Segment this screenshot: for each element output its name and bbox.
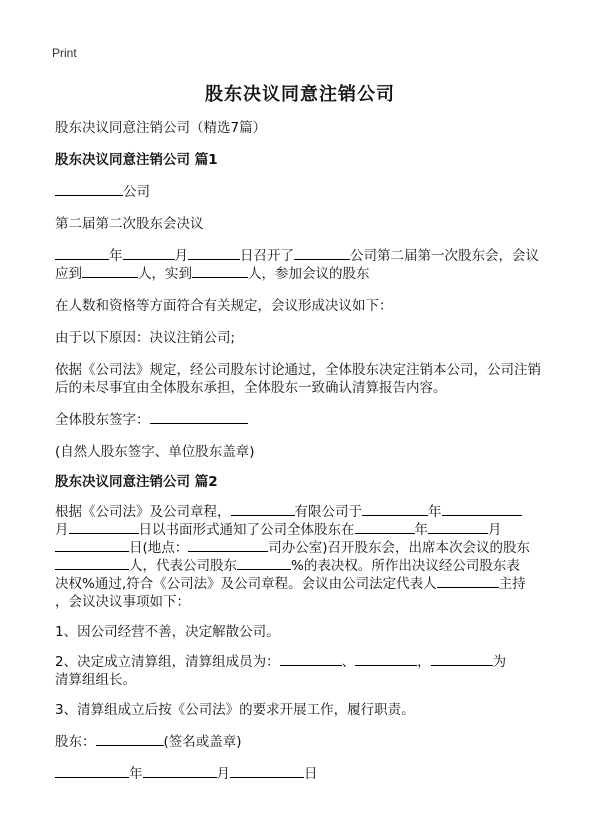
subtitle: 股东决议同意注销公司（精选7篇） <box>55 120 267 136</box>
s2-line-3: 日(地点： 司办公室)召开股东会，出席本次会议的股东 <box>55 536 555 560</box>
company-line: 公司 <box>55 180 555 204</box>
item-3: 3、清算组成立后按《公司法》的要求开展工作，履行职责。 <box>55 702 415 718</box>
s2-line-1: 根据《公司法》及公司章程， 有限公司于 年 <box>55 500 555 524</box>
print-link[interactable]: Print <box>52 46 77 60</box>
signature-note: (自然人股东签字、单位股东盖章) <box>55 444 255 460</box>
section1-heading: 股东决议同意注销公司 篇1 <box>55 152 218 168</box>
s2-line-2: 月 日以书面形式通知了公司全体股东在 年 月 <box>55 518 555 542</box>
section2-heading: 股东决议同意注销公司 篇2 <box>55 474 218 490</box>
meeting-title: 第二届第二次股东会决议 <box>55 216 204 232</box>
basis-text-2: 后的未尽事宜由全体股东承担，全体股东一致确认清算报告内容。 <box>55 380 447 396</box>
basis-text-1: 依据《公司法》规定，经公司股东讨论通过，全体股东决定注销本公司，公司注销 <box>55 362 541 378</box>
quorum-text: 在人数和资格等方面符合有关规定，会议形成决议如下： <box>55 298 393 314</box>
date-line: 年 月 日 <box>55 762 555 786</box>
shareholder-sign: 股东： (签名或盖章) <box>55 730 555 754</box>
item-2-cont: 清算组组长。 <box>55 672 136 688</box>
item-2: 2、决定成立清算组，清算组成员为： 、 ， 为 <box>55 650 555 674</box>
s2-line-4: 人，代表公司股东 %的表决权。所作出决议经公司股东表 <box>55 554 555 578</box>
page-title: 股东决议同意注销公司 <box>205 84 395 105</box>
signature-line: 全体股东签字： <box>55 408 555 432</box>
s2-line-5: 决权%通过,符合《公司法》及公司章程。会议由公司法定代表人 主持 <box>55 572 555 596</box>
reason-text: 由于以下原因：决议注销公司; <box>55 330 236 346</box>
attendance-line: 应到 人，实到 人，参加会议的股东 <box>55 262 555 286</box>
item-1: 1、因公司经营不善，决定解散公司。 <box>55 624 280 640</box>
s2-line-6: ，会议决议事项如下： <box>55 594 190 610</box>
meeting-date-line: 年 月 日召开了 公司第二届第一次股东会，会议 <box>55 244 555 268</box>
